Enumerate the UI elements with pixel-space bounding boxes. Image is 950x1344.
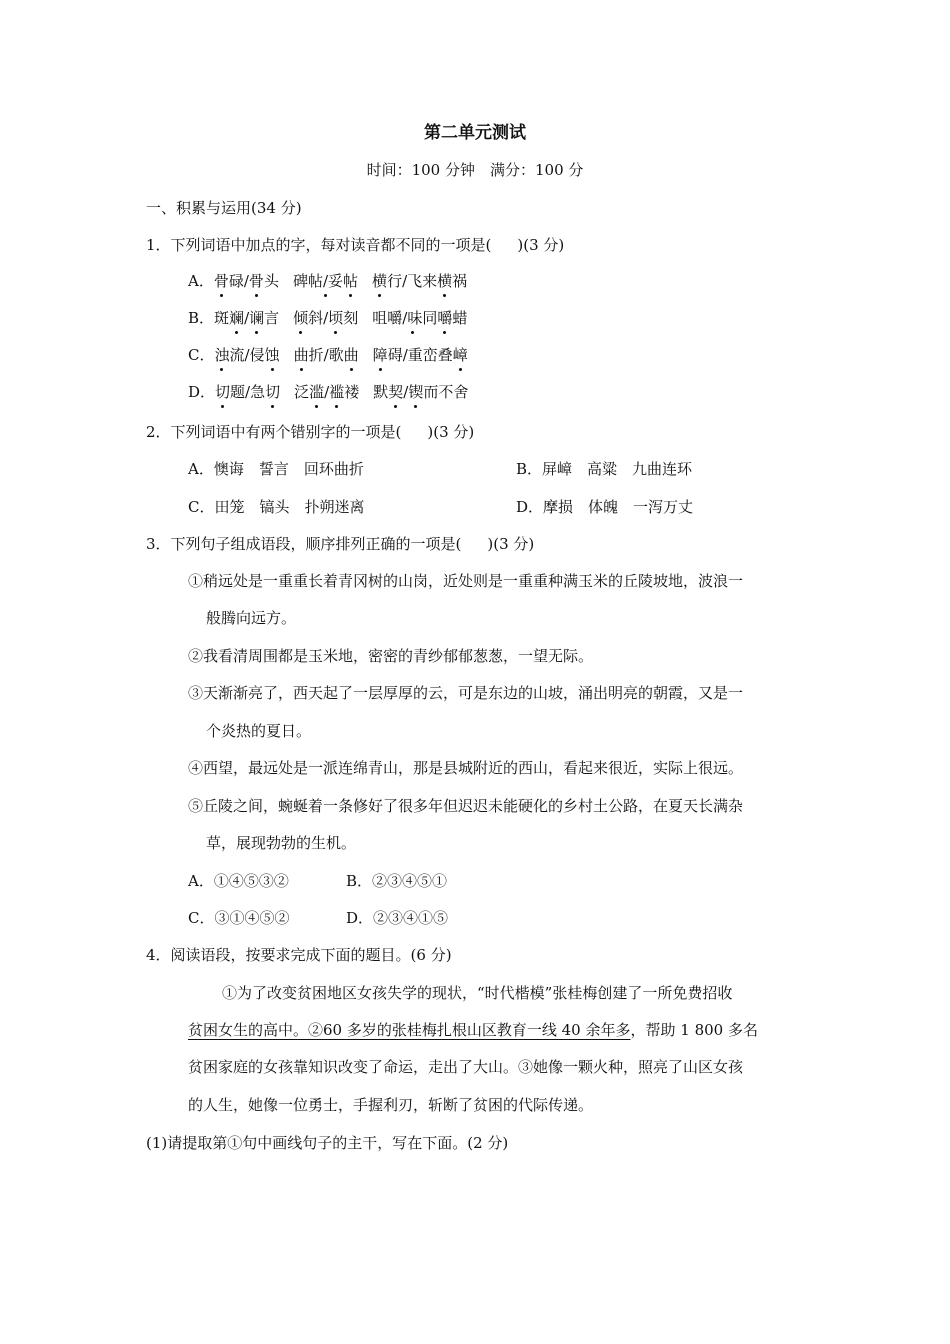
page-title: 第二单元测试 [424,123,526,143]
q3-stem: 3．下列句子组成语段，顺序排列正确的一项是( )(3 分) [146,535,535,553]
q4-passage-line-1: ①为了改变贫困地区女孩失学的现状，“时代楷模”张桂梅创建了一所免费招收 [222,984,733,1002]
q3-sentence-5-cont: 草，展现勃勃的生机。 [206,834,357,852]
q4-stem: 4．阅读语段，按要求完成下面的题目。(6 分) [146,946,452,964]
q1-option-b: B．斑斓/谰言 倾斜/顷刻 咀嚼/味同嚼蜡 [188,309,468,327]
q1-option-c: C．浊流/侵蚀 曲折/歌曲 障碍/重峦叠嶂 [188,346,468,364]
q3-sentence-4: ④西望，最远处是一派连绵青山，那是县城附近的西山，看起来很近，实际上很远。 [188,759,744,777]
q3-option-d: D．②③④①⑤ [346,909,449,927]
q2-option-a: A．懊诲 誓言 回环曲折 [188,460,364,478]
q3-sentence-3-cont: 个炎热的夏日。 [206,722,312,740]
q1-stem: 1．下列词语中加点的字，每对读音都不同的一项是( )(3 分) [146,236,565,254]
q3-option-a: A．①④⑤③② [188,872,289,890]
underlined-sentence: 贫困女生的高中。② [188,1021,324,1039]
q1-option-a: A．骨碌/骨头 碑帖/妥帖 横行/飞来横祸 [188,272,468,290]
q3-option-c: C．③①④⑤② [188,909,290,927]
q4-passage-line-3: 贫困家庭的女孩靠知识改变了命运，走出了大山。③她像一颗火种，照亮了山区女孩 [188,1058,744,1076]
q2-option-c: C．田笼 镐头 扑朔迷离 [188,498,365,516]
q2-stem: 2．下列词语中有两个错别字的一项是( )(3 分) [146,423,475,441]
q1-option-d: D．切题/急切 泛滥/褴褛 默契/锲而不舍 [188,383,469,401]
section-heading: 一、积累与运用(34 分) [146,199,302,217]
q4-passage-line-4: 的人生，她像一位勇士，手握利刃，斩断了贫困的代际传递。 [188,1096,594,1114]
underlined-sentence: 60 多岁的张桂梅扎根山区教育一线 40 余年多 [323,1021,631,1039]
q4-subquestion-1: (1)请提取第①句中画线句子的主干，写在下面。(2 分) [146,1134,509,1152]
exam-meta: 时间：100 分钟 满分：100 分 [366,161,584,179]
q3-sentence-5: ⑤丘陵之间，蜿蜒着一条修好了很多年但迟迟未能硬化的乡村土公路，在夏天长满杂 [188,797,744,815]
q3-sentence-1-cont: 般腾向远方。 [206,609,297,627]
q4-passage-line-2: 贫困女生的高中。②60 多岁的张桂梅扎根山区教育一线 40 余年多，帮助 1 800 多名 [188,1021,758,1039]
q3-option-b: B．②③④⑤① [346,872,448,890]
q3-sentence-2: ②我看清周围都是玉米地，密密的青纱郁郁葱葱，一望无际。 [188,647,594,665]
q2-option-d: D．摩损 体魄 一泻万丈 [516,498,694,516]
q3-sentence-1: ①稍远处是一重重长着青冈树的山岗，近处则是一重重种满玉米的丘陵坡地，波浪一 [188,572,744,590]
q3-sentence-3: ③天渐渐亮了，西天起了一层厚厚的云，可是东边的山坡，涌出明亮的朝霞，又是一 [188,684,744,702]
q2-option-b: B．屏嶂 高粱 九曲连环 [516,460,693,478]
